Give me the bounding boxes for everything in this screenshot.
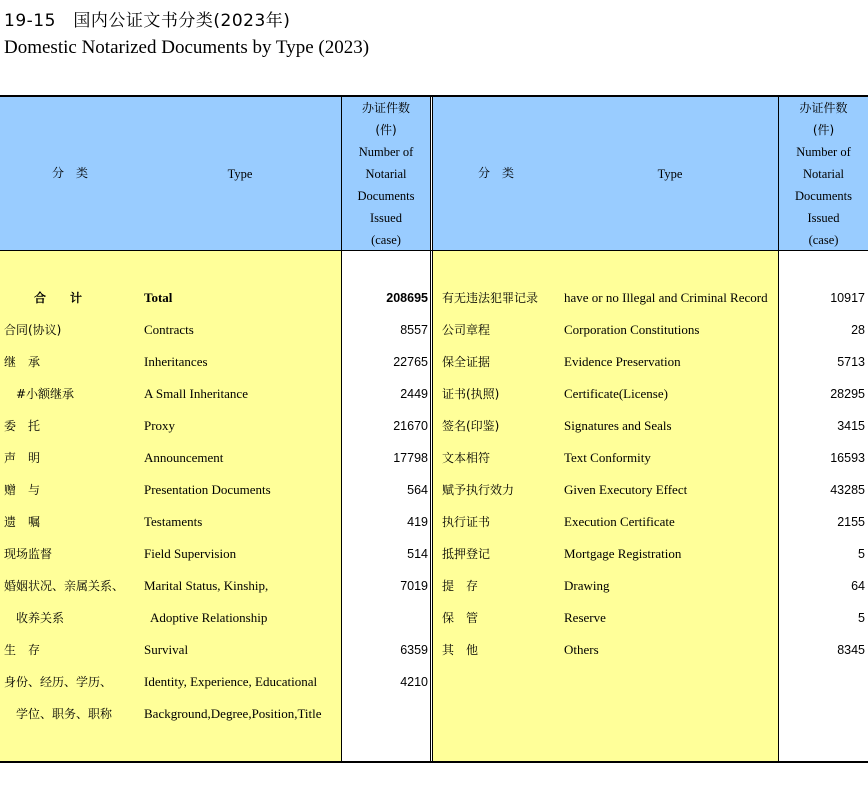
row-category: 声 明 xyxy=(4,451,41,465)
header-type-left: Type xyxy=(227,167,253,181)
row-value: 514 xyxy=(407,547,428,561)
row-category: 执行证书 xyxy=(442,515,491,529)
row-value: 43285 xyxy=(830,483,865,497)
row-type: Identity, Experience, Educational xyxy=(144,674,318,689)
row-type: Presentation Documents xyxy=(144,482,271,497)
row-value: 5 xyxy=(858,547,865,561)
count-line: Documents xyxy=(357,189,415,203)
row-category: 签名(印鉴) xyxy=(442,419,500,433)
row-category: 婚姻状况、亲属关系、 xyxy=(4,579,125,593)
row-type: A Small Inheritance xyxy=(144,386,248,401)
row-category: 有无违法犯罪记录 xyxy=(442,291,539,305)
count-line: (case) xyxy=(808,233,839,247)
row-type: have or no Illegal and Criminal Record xyxy=(564,290,768,305)
header-category-right: 分 类 xyxy=(477,166,514,180)
row-type: Drawing xyxy=(564,578,610,593)
row-category: 证书(执照) xyxy=(442,387,500,401)
count-line: Number of xyxy=(796,145,851,159)
row-category: #小额继承 xyxy=(16,387,75,401)
row-type: Testaments xyxy=(144,514,203,529)
divider-middle-b xyxy=(432,97,433,762)
row-value: 6359 xyxy=(400,643,428,657)
row-category: 赋予执行效力 xyxy=(442,483,515,497)
row-type: Mortgage Registration xyxy=(564,546,682,561)
row-value: 17798 xyxy=(393,451,428,465)
row-value: 10917 xyxy=(830,291,865,305)
count-line: Issued xyxy=(807,211,840,225)
top-rule xyxy=(0,95,868,97)
row-type: Survival xyxy=(144,642,189,657)
title-english: Domestic Notarized Documents by Type (2023) xyxy=(4,37,370,58)
row-type: Given Executory Effect xyxy=(564,482,688,497)
row-category: 保全证据 xyxy=(442,355,491,369)
row-value: 28 xyxy=(851,323,865,337)
row-type: Adoptive Relationship xyxy=(150,610,268,625)
row-category: 文本相符 xyxy=(442,451,491,465)
row-category: 学位、职务、职称 xyxy=(16,707,113,721)
count-line: 办证件数 xyxy=(799,101,848,115)
row-type: Corporation Constitutions xyxy=(564,322,700,337)
row-category: 委 托 xyxy=(4,419,41,433)
row-category: 身份、经历、学历、 xyxy=(4,675,113,689)
row-category: 遗 嘱 xyxy=(4,515,41,529)
row-category: 收养关系 xyxy=(16,611,65,625)
row-category: 现场监督 xyxy=(4,547,53,561)
row-type: Announcement xyxy=(144,450,224,465)
header-rule xyxy=(0,250,868,251)
row-value: 16593 xyxy=(830,451,865,465)
row-type: Execution Certificate xyxy=(564,514,675,529)
row-value xyxy=(342,698,428,730)
row-category: 合 计 xyxy=(34,291,83,305)
count-line: (件) xyxy=(812,123,835,137)
row-type: Field Supervision xyxy=(144,546,237,561)
row-value: 208695 xyxy=(386,291,428,305)
count-line: Notarial xyxy=(365,167,407,181)
row-type: Text Conformity xyxy=(564,450,651,465)
header-type-right: Type xyxy=(657,167,683,181)
row-value: 21670 xyxy=(393,419,428,433)
row-category: 抵押登记 xyxy=(442,547,491,561)
row-category: 保 管 xyxy=(442,611,479,625)
row-category: 公司章程 xyxy=(442,323,491,337)
count-line: Number of xyxy=(358,145,414,159)
row-type: Background,Degree,Position,Title xyxy=(144,706,322,721)
row-value: 22765 xyxy=(393,355,428,369)
title-chinese: 19-15 国内公证文书分类(2023年) xyxy=(4,11,291,31)
divider-middle-a xyxy=(430,97,431,762)
row-value: 64 xyxy=(851,579,865,593)
row-category: 继 承 xyxy=(4,355,41,369)
count-line: (case) xyxy=(371,233,401,247)
row-value: 4210 xyxy=(400,675,428,689)
row-category: 合同(协议) xyxy=(4,323,62,337)
header-count-left-label xyxy=(342,97,430,251)
row-type: Reserve xyxy=(564,610,606,625)
count-line: Notarial xyxy=(803,167,844,181)
row-type: Marital Status, Kinship, xyxy=(144,578,269,593)
row-value: 3415 xyxy=(837,419,865,433)
row-value: 2155 xyxy=(837,515,865,529)
row-type: Total xyxy=(144,290,173,305)
count-line: (件) xyxy=(375,123,397,137)
row-type: Others xyxy=(564,642,599,657)
row-type: Contracts xyxy=(144,322,194,337)
row-value: 7019 xyxy=(400,579,428,593)
row-value: 5713 xyxy=(837,355,865,369)
row-value: 2449 xyxy=(400,387,428,401)
count-line: Issued xyxy=(370,211,402,225)
count-line: 办证件数 xyxy=(361,101,410,115)
row-category: 赠 与 xyxy=(4,483,41,497)
row-type: Certificate(License) xyxy=(564,386,668,401)
row-value: 564 xyxy=(407,483,428,497)
row-type: Inheritances xyxy=(144,354,208,369)
row-value xyxy=(342,602,428,634)
row-value: 28295 xyxy=(830,387,865,401)
row-category: 提 存 xyxy=(442,579,479,593)
row-value: 8345 xyxy=(837,643,865,657)
row-value: 5 xyxy=(858,611,865,625)
row-type: Signatures and Seals xyxy=(564,418,672,433)
row-type: Proxy xyxy=(144,418,176,433)
row-category: 生 存 xyxy=(4,643,41,657)
header-count-right-label xyxy=(779,97,868,251)
bottom-rule xyxy=(0,761,868,763)
row-value: 8557 xyxy=(400,323,428,337)
row-value: 419 xyxy=(407,515,428,529)
row-category: 其 他 xyxy=(442,643,479,657)
count-line: Documents xyxy=(795,189,852,203)
row-type: Evidence Preservation xyxy=(564,354,681,369)
header-category-left: 分 类 xyxy=(51,166,88,180)
